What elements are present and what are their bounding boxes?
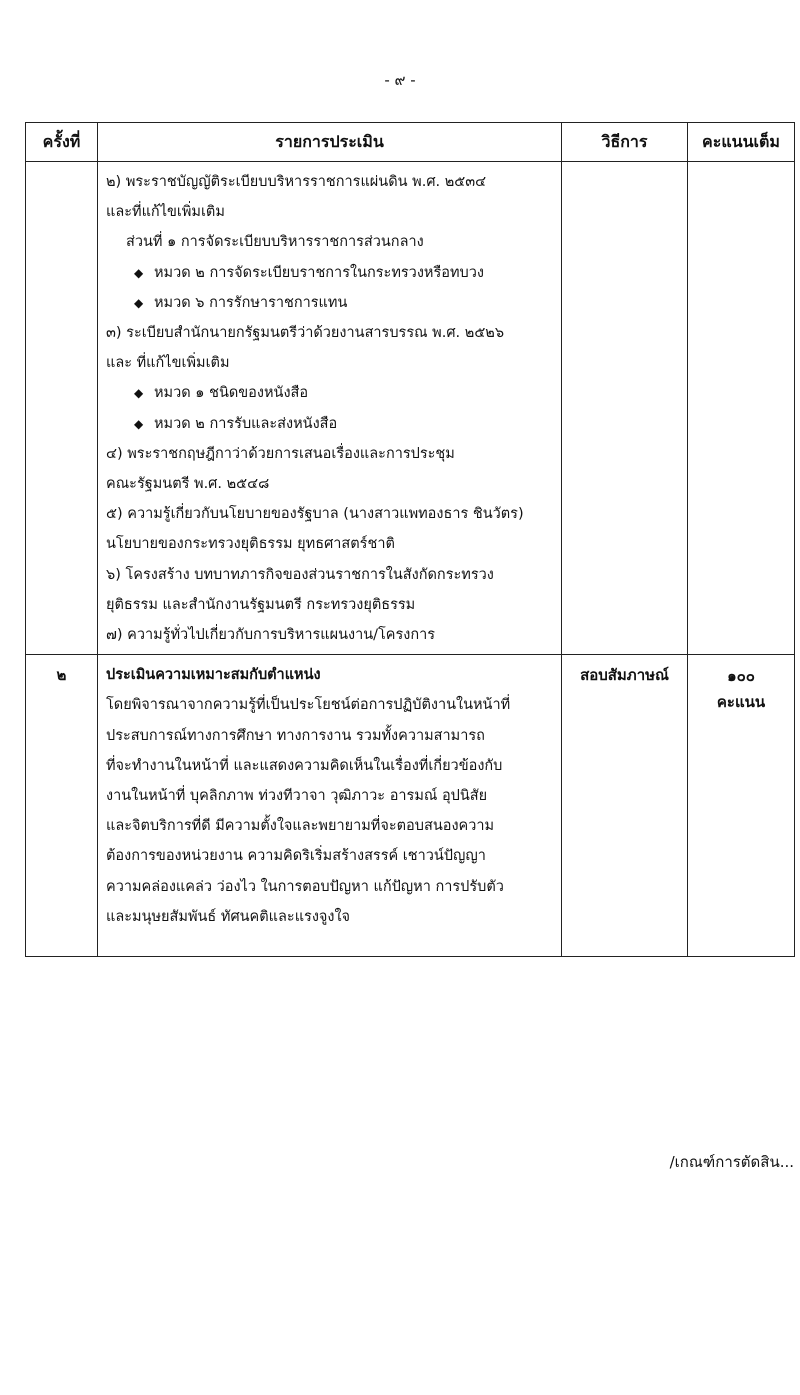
item-line: และจิตบริการที่ดี มีความตั้งใจและพยายามที่จะตอบสนองความ <box>106 818 495 835</box>
score-unit: คะแนน <box>716 693 766 712</box>
table-row <box>26 162 795 655</box>
item-line: ๗) ความรู้ทั่วไปเกี่ยวกับการบริหารแผนงาน/โครงการ <box>106 627 436 644</box>
bullet-text: หมวด ๒ การจัดระเบียบราชการในกระทรวงหรือทบวง <box>154 264 484 281</box>
item-line: ๓) ระเบียบสำนักนายกรัฐมนตรีว่าด้วยงานสารบรรณ พ.ศ. ๒๕๒๖ <box>106 325 505 342</box>
header-full-score: คะแนนเต็ม <box>688 123 795 162</box>
evaluation-table <box>25 122 795 957</box>
score-value: ๑๐๐ <box>727 667 755 686</box>
table-header-row <box>26 123 795 162</box>
bullet-item <box>106 409 555 439</box>
item-line: ต้องการของหน่วยงาน ความคิดริเริ่มสร้างสรรค์ เชาวน์ปัญญา <box>106 848 486 865</box>
method-cell: สอบสัมภาษณ์ <box>562 655 688 957</box>
item-line: ที่จะทำงานในหน้าที่ และแสดงความคิดเห็นในเรื่องที่เกี่ยวข้องกับ <box>106 757 503 774</box>
bullet-item <box>106 258 555 288</box>
bullet-item <box>106 378 555 408</box>
score-cell <box>688 655 795 957</box>
diamond-bullet-icon: ◆ <box>134 416 144 431</box>
diamond-bullet-icon: ◆ <box>134 295 144 310</box>
bullet-text: หมวด ๑ ชนิดของหนังสือ <box>154 385 309 402</box>
diamond-bullet-icon: ◆ <box>134 265 144 280</box>
item-line: และที่แก้ไขเพิ่มเติม <box>106 204 225 221</box>
bullet-text: หมวด ๖ การรักษาราชการแทน <box>154 294 348 311</box>
evaluation-items-cell <box>98 655 562 957</box>
item-line: ความคล่องแคล่ว ว่องไว ในการตอบปัญหา แก้ปัญหา การปรับตัว <box>106 878 504 895</box>
continuation-note: /เกณฑ์การตัดสิน... <box>669 1153 794 1171</box>
diamond-bullet-icon: ◆ <box>134 386 144 401</box>
item-title: ประเมินความเหมาะสมกับตำแหน่ง <box>106 667 321 684</box>
item-line: ๔) พระราชกฤษฎีกาว่าด้วยการเสนอเรื่องและการประชุม <box>106 445 455 462</box>
round-cell: ๒ <box>26 655 98 957</box>
header-method: วิธีการ <box>562 123 688 162</box>
item-line: งานในหน้าที่ บุคลิกภาพ ท่วงทีวาจา วุฒิภาวะ อารมณ์ อุปนิสัย <box>106 788 488 805</box>
item-line: และมนุษยสัมพันธ์ ทัศนคติและแรงจูงใจ <box>106 908 351 925</box>
header-evaluation-items: รายการประเมิน <box>98 123 562 162</box>
item-line: ๕) ความรู้เกี่ยวกับนโยบายของรัฐบาล (นางสาวแพทองธาร ชินวัตร) <box>106 506 524 523</box>
item-line: ประสบการณ์ทางการศึกษา ทางการงาน รวมทั้งความสามารถ <box>106 727 485 744</box>
item-line: และ ที่แก้ไขเพิ่มเติม <box>106 355 230 372</box>
item-line: ยุติธรรม และสำนักงานรัฐมนตรี กระทรวงยุติธรรม <box>106 596 416 613</box>
page-number: - ๙ - <box>384 71 416 89</box>
item-line: ส่วนที่ ๑ การจัดระเบียบบริหารราชการส่วนกลาง <box>126 234 424 251</box>
bullet-text: หมวด ๒ การรับและส่งหนังสือ <box>154 415 338 432</box>
table-row <box>26 655 795 957</box>
evaluation-items-cell <box>98 162 562 655</box>
item-line: ๒) พระราชบัญญัติระเบียบบริหารราชการแผ่นดิน พ.ศ. ๒๕๓๔ <box>106 174 487 190</box>
item-line: โดยพิจารณาจากความรู้ที่เป็นประโยชน์ต่อการปฏิบัติงานในหน้าที่ <box>106 697 511 714</box>
item-line: ๖) โครงสร้าง บทบาทภารกิจของส่วนราชการในสังกัดกระทรวง <box>106 566 494 583</box>
item-line: คณะรัฐมนตรี พ.ศ. ๒๕๔๘ <box>106 476 270 493</box>
score-cell <box>688 162 795 655</box>
method-cell <box>562 162 688 655</box>
bullet-item <box>106 288 555 318</box>
item-line: นโยบายของกระทรวงยุติธรรม ยุทธศาสตร์ชาติ <box>106 536 395 553</box>
header-round: ครั้งที่ <box>26 123 98 162</box>
round-cell <box>26 162 98 655</box>
